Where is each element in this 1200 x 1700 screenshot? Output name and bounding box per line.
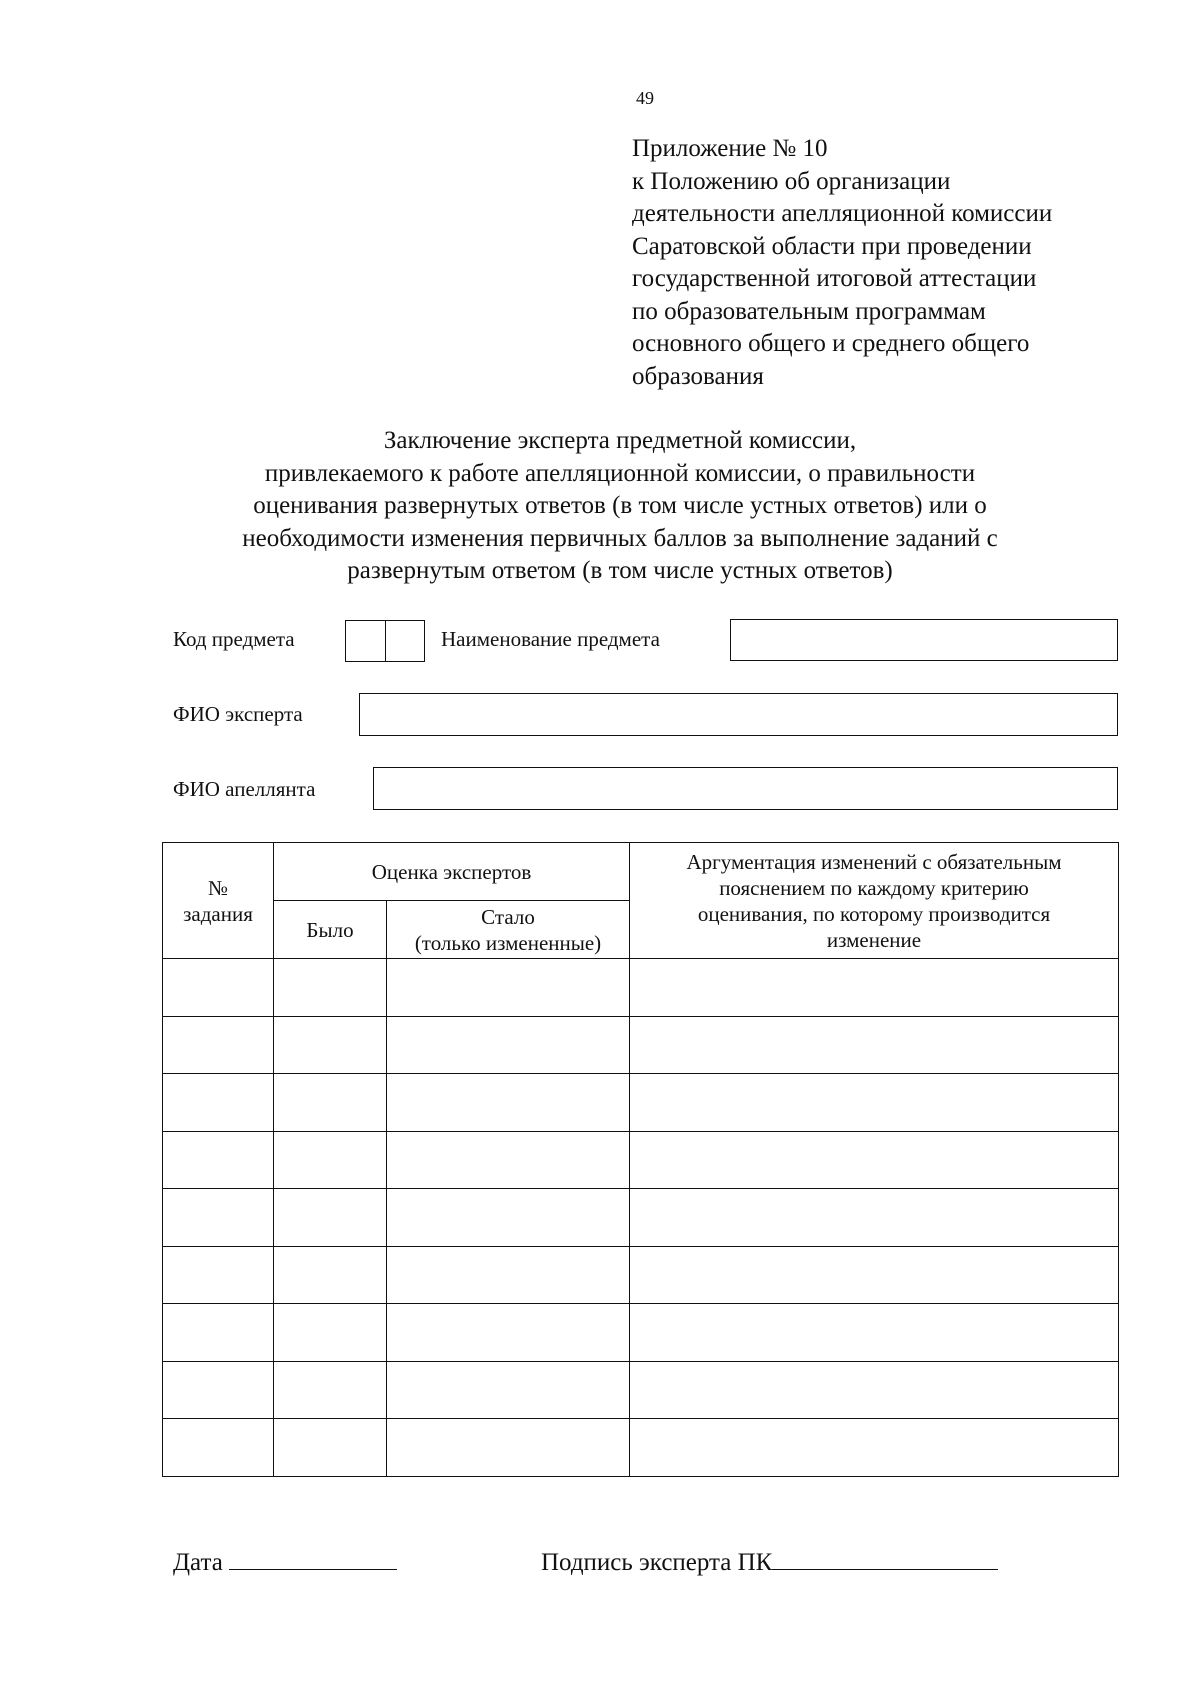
table-row — [163, 1131, 1119, 1189]
was-cell[interactable] — [274, 959, 387, 1017]
was-cell[interactable] — [274, 1016, 387, 1074]
appellant-name-field[interactable] — [373, 767, 1118, 810]
task-number-cell[interactable] — [163, 1131, 274, 1189]
subject-name-label: Наименование предмета — [441, 627, 660, 651]
argumentation-cell[interactable] — [630, 959, 1119, 1017]
argumentation-cell[interactable] — [630, 1304, 1119, 1362]
task-number-cell[interactable] — [163, 1419, 274, 1477]
expert-scores-table — [162, 842, 1119, 1477]
argumentation-cell[interactable] — [630, 1419, 1119, 1477]
expert-name-label: ФИО эксперта — [173, 702, 303, 726]
argumentation-cell[interactable] — [630, 1074, 1119, 1132]
was-cell[interactable] — [274, 1189, 387, 1247]
appendix-heading — [632, 133, 1172, 393]
argumentation-cell[interactable] — [630, 1189, 1119, 1247]
was-cell[interactable] — [274, 1304, 387, 1362]
argumentation-cell[interactable] — [630, 1016, 1119, 1074]
page-number: 49 — [636, 88, 654, 108]
was-cell[interactable] — [274, 1131, 387, 1189]
became-cell[interactable] — [387, 959, 630, 1017]
signature-label: Подпись эксперта ПК — [541, 1549, 773, 1576]
was-cell[interactable] — [274, 1419, 387, 1477]
signature-line — [541, 1543, 998, 1577]
task-number-cell[interactable] — [163, 1246, 274, 1304]
subject-code-field[interactable] — [345, 620, 425, 662]
argumentation-cell[interactable] — [630, 1361, 1119, 1419]
task-number-cell[interactable] — [163, 1016, 274, 1074]
appendix-line: деятельности апелляционной комиссии — [632, 200, 1053, 227]
table-row — [163, 1304, 1119, 1362]
task-number-cell[interactable] — [163, 1304, 274, 1362]
argumentation-cell[interactable] — [630, 1131, 1119, 1189]
table-row — [163, 1361, 1119, 1419]
task-number-header: № задания — [163, 843, 274, 959]
subject-code-label: Код предмета — [173, 627, 295, 651]
became-cell[interactable] — [387, 1361, 630, 1419]
subject-name-field[interactable] — [730, 619, 1118, 661]
table-row — [163, 1246, 1119, 1304]
appendix-line: по образовательным программам — [632, 297, 986, 325]
task-number-cell[interactable] — [163, 1361, 274, 1419]
was-cell[interactable] — [274, 1246, 387, 1304]
date-line — [173, 1543, 397, 1577]
appendix-line: Саратовской области при проведении — [632, 232, 1032, 260]
became-cell[interactable] — [387, 1246, 630, 1304]
subject-code-digit-1[interactable] — [346, 621, 385, 661]
title-line: развернутым ответом (в том числе устных ответов) — [347, 557, 893, 584]
appendix-line: основного общего и среднего общего — [632, 330, 1030, 357]
title-line: необходимости изменения первичных баллов за выполнение заданий с — [242, 524, 998, 552]
table-row — [163, 1074, 1119, 1132]
table-row — [163, 1189, 1119, 1247]
became-cell[interactable] — [387, 1189, 630, 1247]
was-cell[interactable] — [274, 1361, 387, 1419]
title-line: оценивания развернутых ответов (в том числе устных ответов) или о — [253, 492, 987, 519]
appendix-line: государственной итоговой аттестации — [632, 265, 1037, 292]
title-line: привлекаемого к работе апелляционной комиссии, о правильности — [264, 459, 976, 487]
table-row — [163, 959, 1119, 1017]
argumentation-header: Аргументация изменений с обязательным пояснением по каждому критерию оценивания, по которому производится изменение — [630, 843, 1119, 959]
became-cell[interactable] — [387, 1419, 630, 1477]
expert-scores-header: Оценка экспертов — [274, 843, 630, 901]
became-cell[interactable] — [387, 1074, 630, 1132]
task-number-cell[interactable] — [163, 1074, 274, 1132]
title-line: Заключение эксперта предметной комиссии, — [383, 427, 857, 454]
was-cell[interactable] — [274, 1074, 387, 1132]
task-number-cell[interactable] — [163, 1189, 274, 1247]
appellant-name-label: ФИО апеллянта — [173, 777, 316, 801]
signature-field[interactable] — [772, 1543, 998, 1570]
appendix-line: образования — [632, 362, 764, 390]
was-header: Было — [274, 901, 387, 959]
table-row — [163, 1419, 1119, 1477]
appendix-line: к Положению об организации — [632, 167, 951, 195]
date-label: Дата — [173, 1549, 223, 1576]
became-cell[interactable] — [387, 1131, 630, 1189]
argumentation-cell[interactable] — [630, 1246, 1119, 1304]
date-field[interactable] — [229, 1543, 397, 1570]
task-number-cell[interactable] — [163, 959, 274, 1017]
became-cell[interactable] — [387, 1016, 630, 1074]
appendix-line: Приложение № 10 — [632, 135, 828, 162]
subject-code-digit-2[interactable] — [385, 621, 425, 661]
expert-name-field[interactable] — [359, 693, 1118, 736]
became-cell[interactable] — [387, 1304, 630, 1362]
document-title — [120, 425, 1120, 588]
table-body — [163, 959, 1119, 1477]
became-header: Стало (только измененные) — [387, 901, 630, 959]
table-row — [163, 1016, 1119, 1074]
